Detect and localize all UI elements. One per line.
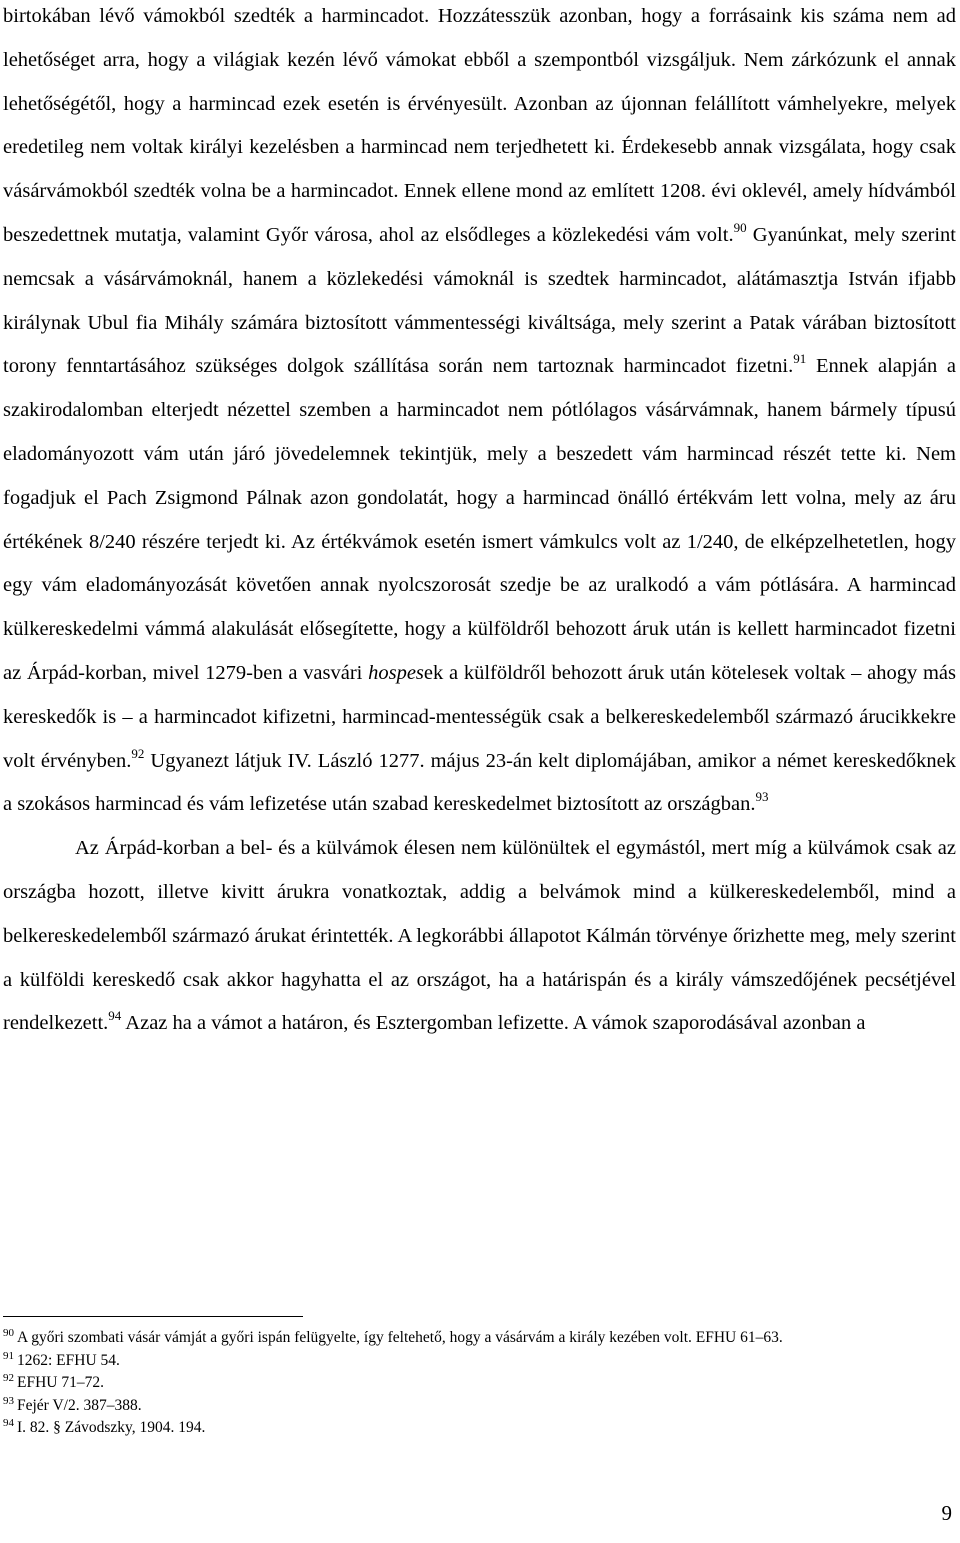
footnotes xyxy=(3,1327,956,1440)
footnote-number: 92 xyxy=(3,1372,14,1384)
paragraph xyxy=(3,827,956,1046)
footnote-reference[interactable]: 92 xyxy=(131,745,145,761)
footnote-reference[interactable]: 91 xyxy=(793,351,807,367)
footnote-separator xyxy=(3,1316,303,1317)
footnote-text: I. 82. § Závodszky, 1904. 194. xyxy=(17,1419,206,1436)
footnote-reference[interactable]: 94 xyxy=(108,1008,122,1024)
paragraph-text: Ennek alapján a szakirodalomban elterjedt nézettel szemben a harmincadot nem pótlólagos vásárvámnak, hanem bármely típusú eladományozott vám után járó jövedelemnek tekintjük, mely a beszedett vám harmincad részét tette ki. Nem fogadjuk el Pach Zsigmond Pálnak azon gondolatát, hogy a harmincad önálló értékvám lett volna, mely az áru értékének 8/240 részére terjedt ki. Az értékvámok esetén ismert vámkulcs volt az 1/240, de elképzelhetetlen, hogy egy vám eladományozását követően annak nyolcszorosát szedje be az uralkodó a vám pótlására. A harmincad külkereskedelmi vámmá alakulását elősegítette, hogy a külföldről behozott áruk után is kellett harmincadot fizetni az Árpád-korban, mivel 1279-ben a vasvári xyxy=(3,355,956,684)
paragraph xyxy=(3,0,956,827)
footnote-text: A győri szombati vásár vámját a győri ispán felügyelte, így feltehető, hogy a vásárvám a király kezében volt. EFHU 61–63. xyxy=(17,1329,783,1346)
footnote-number: 90 xyxy=(3,1327,14,1339)
body-text xyxy=(3,0,956,1046)
footnote-text: EFHU 71–72. xyxy=(17,1374,104,1391)
italic-term: hospes xyxy=(368,661,424,684)
footnote-reference[interactable]: 90 xyxy=(733,219,747,235)
paragraph-text: Azaz ha a vámot a határon, és Esztergomban lefizette. A vámok szaporodásával azonban a xyxy=(121,1012,866,1035)
footnote-number: 91 xyxy=(3,1349,14,1362)
paragraph-text: Gyanúnkat, mely szerint nemcsak a vásárvámoknál, hanem a közlekedési vámoknál is szedtek harmincadot, alátámasztja István ifjabb királynak Ubul fia Mihály számára biztosított vámmentességi kiváltsága, mely szerint a Patak várában biztosított torony fenntartásához szükséges dolgok szállítása során nem tartoznak harmincadot fizetni. xyxy=(3,223,956,378)
footnote xyxy=(3,1372,956,1395)
footnote-text: 1262: EFHU 54. xyxy=(17,1351,120,1369)
footnote xyxy=(3,1417,956,1440)
footnote-number: 94 xyxy=(3,1417,14,1429)
paragraph-text: Ugyanezt látjuk IV. László 1277. május 23-án kelt diplomájában, amikor a német kereskedőknek a szokásos harmincad és vám lefizetése után szabad kereskedelmet biztosított az országban. xyxy=(3,749,957,816)
footnote xyxy=(3,1327,956,1350)
paragraph-text: Az Árpád-korban a bel- és a külvámok élesen nem különültek el egymástól, mert míg a külvámok csak az országba hozott, illetve kivitt árukra vonatkoztak, addig a belvámok mind a külkereskedelemből, mind a belkereskedelemből származó árukat érintették. A legkorábbi állapotot Kálmán törvénye őrizhette meg, mely szerint a külföldi kereskedő csak akkor hagyhatta el az országot, ha a határispán és a király vámszedőjének pecsétjével rendelkezett. xyxy=(3,837,956,1035)
paragraph-text: birtokában lévő vámokból szedték a harmincadot. Hozzátesszük azonban, hogy a forrásaink kis száma nem ad lehetőséget arra, hogy a világiak kezén lévő vámokat ebből a szempontból vizsgáljuk. Nem zárkózunk el annak lehetőségétől, hogy a harmincad ezek esetén is érvényesült. Azonban az újonnan felállított vámhelyekre, melyek eredetileg nem voltak királyi kezelésben a harmincad nem terjedhetett ki. Érdekesebb annak vizsgálata, hogy csak vásárvámokból szedték volna be a harmincadot. Ennek ellene mond az említett 1208. évi oklevél, amely hídvámból beszedettnek mutatja, valamint Győr városa, ahol az elsődleges a közlekedési vám volt. xyxy=(3,5,956,246)
footnote xyxy=(3,1350,956,1373)
footnote-reference[interactable]: 93 xyxy=(755,789,769,805)
paragraph-text: ek a külföldről behozott áruk után kötelesek voltak – ahogy más kereskedők is – a harmincadot kifizetni, harmincad-mentességük csak a belkereskedelemből származó árucikkekre volt érvényben. xyxy=(3,661,956,772)
footnote-text: Fejér V/2. 387–388. xyxy=(17,1396,142,1414)
footnote xyxy=(3,1395,956,1418)
footnote-number: 93 xyxy=(3,1394,14,1407)
page-number: 9 xyxy=(941,1501,952,1525)
